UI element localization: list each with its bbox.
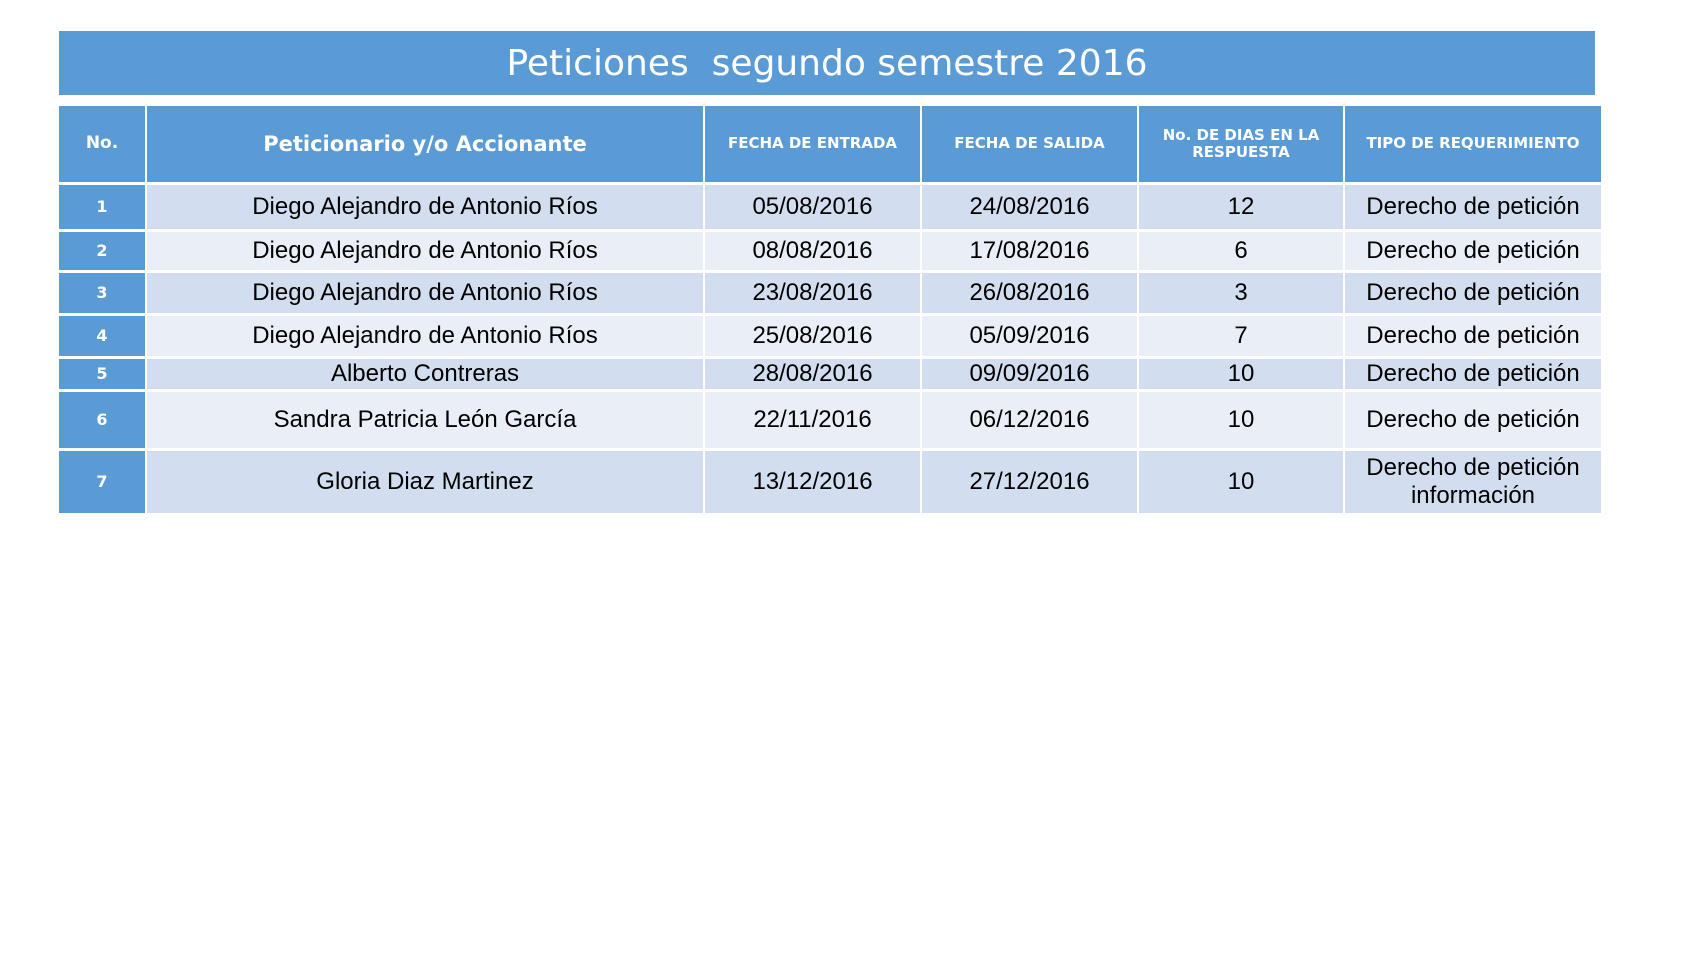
cell-tipo-requerimiento	[1345, 316, 1601, 356]
cell-fecha-entrada: 08/08/2016	[705, 232, 920, 270]
cell-tipo-requerimiento	[1345, 185, 1601, 229]
cell-fecha-entrada: 23/08/2016	[705, 273, 920, 313]
row-number: 7	[59, 451, 145, 513]
header-dias-line1: No. DE DIAS EN LA	[1162, 125, 1320, 144]
cell-tipo-requerimiento	[1345, 359, 1601, 389]
cell-dias: 10	[1139, 392, 1343, 448]
header-fecha-salida: FECHA DE SALIDA	[922, 106, 1137, 182]
tipo-line2: información	[1410, 482, 1536, 509]
cell-tipo-requerimiento	[1345, 392, 1601, 448]
cell-peticionario: Diego Alejandro de Antonio Ríos	[147, 232, 703, 270]
tipo-line1: Derecho de petición	[1366, 279, 1580, 307]
cell-fecha-salida: 27/12/2016	[922, 451, 1137, 513]
row-number: 3	[59, 273, 145, 313]
cell-fecha-salida: 24/08/2016	[922, 185, 1137, 229]
tipo-line1: Derecho de petición	[1366, 406, 1580, 434]
cell-dias: 6	[1139, 232, 1343, 270]
cell-peticionario: Alberto Contreras	[147, 359, 703, 389]
tipo-line1: Derecho de petición	[1366, 322, 1580, 350]
cell-dias: 10	[1139, 359, 1343, 389]
cell-fecha-entrada: 22/11/2016	[705, 392, 920, 448]
cell-tipo-requerimiento	[1345, 451, 1601, 513]
cell-tipo-requerimiento	[1345, 273, 1601, 313]
petitions-table	[59, 106, 1595, 513]
row-number: 6	[59, 392, 145, 448]
cell-tipo-requerimiento	[1345, 232, 1601, 270]
page-title: Peticiones segundo semestre 2016	[59, 31, 1595, 95]
cell-peticionario: Diego Alejandro de Antonio Ríos	[147, 316, 703, 356]
cell-dias: 12	[1139, 185, 1343, 229]
cell-fecha-entrada: 05/08/2016	[705, 185, 920, 229]
cell-peticionario: Diego Alejandro de Antonio Ríos	[147, 273, 703, 313]
cell-peticionario: Gloria Diaz Martinez	[147, 451, 703, 513]
tipo-line1: Derecho de petición	[1366, 454, 1580, 482]
tipo-line1: Derecho de petición	[1366, 193, 1580, 221]
cell-fecha-salida: 09/09/2016	[922, 359, 1137, 389]
row-number: 4	[59, 316, 145, 356]
cell-fecha-entrada: 25/08/2016	[705, 316, 920, 356]
header-dias-respuesta	[1139, 106, 1343, 182]
cell-dias: 10	[1139, 451, 1343, 513]
row-number: 2	[59, 232, 145, 270]
tipo-line1: Derecho de petición	[1366, 237, 1580, 265]
cell-fecha-salida: 26/08/2016	[922, 273, 1137, 313]
cell-dias: 3	[1139, 273, 1343, 313]
header-dias-line2: RESPUESTA	[1192, 143, 1290, 161]
header-no: No.	[59, 106, 145, 182]
row-number: 1	[59, 185, 145, 229]
row-number: 5	[59, 359, 145, 389]
cell-fecha-salida: 05/09/2016	[922, 316, 1137, 356]
cell-fecha-salida: 06/12/2016	[922, 392, 1137, 448]
header-peticionario: Peticionario y/o Accionante	[147, 106, 703, 182]
cell-fecha-salida: 17/08/2016	[922, 232, 1137, 270]
cell-dias: 7	[1139, 316, 1343, 356]
cell-peticionario: Diego Alejandro de Antonio Ríos	[147, 185, 703, 229]
cell-peticionario: Sandra Patricia León García	[147, 392, 703, 448]
cell-fecha-entrada: 28/08/2016	[705, 359, 920, 389]
cell-fecha-entrada: 13/12/2016	[705, 451, 920, 513]
header-fecha-entrada: FECHA DE ENTRADA	[705, 106, 920, 182]
header-tipo-requerimiento: TIPO DE REQUERIMIENTO	[1345, 106, 1601, 182]
tipo-line1: Derecho de petición	[1366, 360, 1580, 388]
